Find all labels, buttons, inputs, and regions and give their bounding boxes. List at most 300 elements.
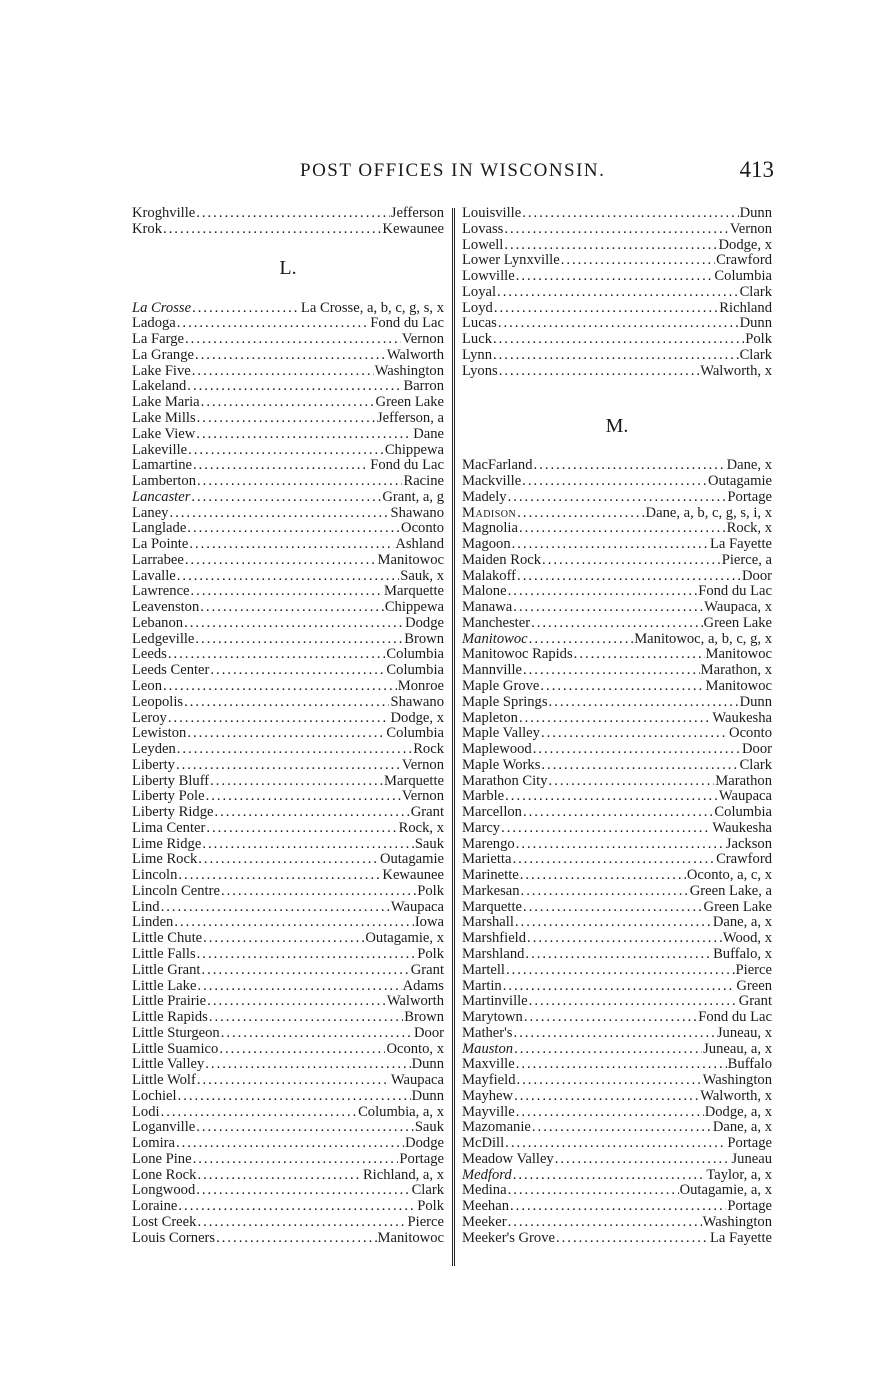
dot-leader bbox=[522, 206, 738, 222]
dot-leader bbox=[503, 979, 736, 995]
post-office-entry bbox=[462, 931, 772, 947]
post-office-name: La Grange bbox=[132, 347, 194, 363]
post-office-name: Lima Center bbox=[132, 820, 206, 836]
post-office-entry bbox=[132, 931, 444, 947]
county-name: Door bbox=[742, 742, 772, 758]
dot-leader bbox=[516, 269, 714, 285]
post-office-entry bbox=[132, 837, 444, 853]
post-office-entry bbox=[462, 1183, 772, 1199]
dot-leader bbox=[176, 1136, 404, 1152]
dot-leader bbox=[210, 774, 383, 790]
post-office-entry bbox=[132, 900, 444, 916]
county-name: La Crosse, a, b, c, g, s, x bbox=[300, 300, 444, 316]
county-name: Columbia bbox=[386, 726, 444, 742]
county-name: Brown bbox=[404, 631, 444, 647]
post-office-name: Lynn bbox=[462, 347, 492, 363]
dot-leader bbox=[498, 316, 739, 332]
post-office-name: Maple Valley bbox=[462, 726, 540, 742]
dot-leader bbox=[197, 474, 402, 490]
post-office-name: Loganville bbox=[132, 1120, 196, 1136]
county-name: Waukesha bbox=[712, 710, 772, 726]
dot-leader bbox=[209, 1010, 403, 1026]
post-office-entry bbox=[132, 1073, 444, 1089]
dot-leader bbox=[195, 632, 403, 648]
post-office-entry bbox=[462, 1199, 772, 1215]
post-office-entry bbox=[462, 821, 772, 837]
county-name: Juneau, x bbox=[716, 1025, 772, 1041]
dot-leader bbox=[176, 758, 401, 774]
county-name: Sauk bbox=[414, 836, 444, 852]
dot-leader bbox=[197, 1073, 390, 1089]
dot-leader bbox=[514, 1042, 702, 1058]
post-office-name: Marshfield bbox=[462, 931, 527, 947]
post-office-entry bbox=[132, 774, 444, 790]
county-name: Clark bbox=[739, 757, 772, 773]
county-name: Manitowoc bbox=[377, 552, 444, 568]
county-name: Dodge, x bbox=[390, 710, 444, 726]
post-office-entry bbox=[462, 726, 772, 742]
dot-leader bbox=[504, 238, 717, 254]
post-office-name: Leavenston bbox=[132, 600, 200, 616]
post-office-entry bbox=[462, 1215, 772, 1231]
post-office-name: Kroghville bbox=[132, 206, 196, 221]
post-office-entry bbox=[462, 1010, 772, 1026]
dot-leader bbox=[508, 1183, 679, 1199]
post-office-name: Malakoff bbox=[462, 568, 517, 584]
county-name: Waupaca bbox=[390, 1073, 444, 1089]
left-column bbox=[132, 206, 444, 1247]
post-office-name: Leopolis bbox=[132, 694, 184, 710]
post-office-entry bbox=[132, 1010, 444, 1026]
county-name: Polk bbox=[745, 332, 772, 348]
dot-leader bbox=[202, 963, 410, 979]
county-name: Dane bbox=[413, 426, 444, 442]
county-name: Clark bbox=[411, 1183, 444, 1199]
post-office-entry bbox=[462, 553, 772, 569]
county-name: Dane, a, x bbox=[712, 1120, 772, 1136]
post-office-entry bbox=[462, 206, 772, 222]
dot-leader bbox=[207, 994, 386, 1010]
post-office-name: MacFarland bbox=[462, 458, 533, 474]
dot-leader bbox=[185, 332, 401, 348]
post-office-name: Maple Grove bbox=[462, 678, 540, 694]
post-office-entry bbox=[132, 805, 444, 821]
post-office-name: Mackville bbox=[462, 474, 522, 490]
county-name: Crawford bbox=[716, 253, 772, 269]
post-office-name: Marshland bbox=[462, 947, 525, 962]
county-name: Dunn bbox=[411, 1057, 444, 1073]
post-office-entry bbox=[462, 1231, 772, 1247]
dot-leader bbox=[184, 695, 389, 711]
post-office-name: Lime Ridge bbox=[132, 836, 202, 852]
county-name: Washington bbox=[374, 363, 444, 379]
dot-leader bbox=[216, 1231, 376, 1247]
dot-leader bbox=[493, 348, 739, 364]
post-office-name: Marytown bbox=[462, 1010, 523, 1026]
dot-leader bbox=[510, 1199, 726, 1215]
post-office-entry bbox=[132, 553, 444, 569]
dot-leader bbox=[513, 1026, 715, 1042]
post-office-name: Manchester bbox=[462, 615, 531, 631]
dot-leader bbox=[494, 301, 718, 317]
dot-leader bbox=[517, 569, 741, 585]
post-office-name: Larrabee bbox=[132, 552, 184, 568]
county-name: La Fayette bbox=[710, 1230, 772, 1246]
post-office-entry bbox=[132, 379, 444, 395]
dot-leader bbox=[520, 868, 686, 884]
county-name: Grant bbox=[410, 962, 444, 978]
county-name: Dodge bbox=[405, 1136, 444, 1152]
post-office-entry bbox=[132, 458, 444, 474]
post-office-name: Manitowoc Rapids bbox=[462, 647, 573, 663]
post-office-name: Meeker's Grove bbox=[462, 1230, 555, 1246]
post-office-entry bbox=[132, 569, 444, 585]
county-name: Juneau, a, x bbox=[703, 1041, 772, 1057]
county-name: Jefferson, a bbox=[377, 410, 444, 426]
county-name: Wood, x bbox=[722, 931, 772, 947]
post-office-entry bbox=[132, 1168, 444, 1184]
post-office-name: La Crosse bbox=[132, 300, 192, 316]
county-name: Waupaca, x bbox=[704, 600, 772, 616]
post-office-name: Marcy bbox=[462, 820, 501, 836]
post-office-name: Lewiston bbox=[132, 726, 187, 742]
county-name: Chippewa bbox=[384, 600, 444, 616]
post-office-entry bbox=[132, 443, 444, 459]
post-office-entry bbox=[462, 695, 772, 711]
post-office-name: Maxville bbox=[462, 1057, 515, 1073]
county-name: Washington bbox=[702, 1073, 772, 1089]
county-name: Polk bbox=[417, 1199, 444, 1215]
post-office-name: Lower Lynxville bbox=[462, 253, 560, 269]
post-office-entry bbox=[462, 774, 772, 790]
county-name: Walworth, x bbox=[700, 1088, 772, 1104]
post-office-name: Lomira bbox=[132, 1136, 175, 1152]
county-name: Dunn bbox=[739, 694, 772, 710]
post-office-entry bbox=[462, 632, 772, 648]
post-office-entry bbox=[132, 1026, 444, 1042]
post-office-name: Lone Pine bbox=[132, 1151, 192, 1167]
post-office-entry bbox=[462, 490, 772, 506]
post-office-entry bbox=[132, 821, 444, 837]
county-name: Ashland bbox=[395, 537, 444, 553]
county-name: Green Lake bbox=[703, 615, 772, 631]
page-number: 413 bbox=[739, 157, 774, 182]
dot-leader bbox=[505, 1136, 726, 1152]
dot-leader bbox=[214, 805, 409, 821]
post-office-name: Liberty Pole bbox=[132, 789, 205, 805]
dot-leader bbox=[201, 395, 375, 411]
post-office-entry bbox=[462, 1042, 772, 1058]
post-office-name: Martell bbox=[462, 962, 505, 978]
post-office-entry bbox=[462, 364, 772, 380]
dot-leader bbox=[187, 726, 385, 742]
county-name: Columbia bbox=[386, 647, 444, 663]
post-office-entry bbox=[132, 1089, 444, 1105]
post-office-name: Malone bbox=[462, 584, 507, 600]
spacer bbox=[462, 395, 772, 411]
post-office-entry bbox=[132, 1120, 444, 1136]
dot-leader bbox=[534, 458, 726, 474]
post-office-entry bbox=[462, 316, 772, 332]
post-office-name: Lavalle bbox=[132, 568, 176, 584]
post-office-name: Marietta bbox=[462, 852, 512, 868]
dot-leader bbox=[516, 1057, 727, 1073]
dot-leader bbox=[506, 963, 735, 979]
post-office-name: Little Falls bbox=[132, 947, 196, 962]
county-name: Fond du Lac bbox=[698, 584, 772, 600]
dot-leader bbox=[517, 506, 644, 522]
post-office-entry bbox=[462, 222, 772, 238]
dot-leader bbox=[513, 600, 703, 616]
post-office-name: Maiden Rock bbox=[462, 552, 542, 568]
dot-leader bbox=[196, 1183, 410, 1199]
county-name: Dunn bbox=[739, 316, 772, 332]
post-office-entry bbox=[132, 1057, 444, 1073]
dot-leader bbox=[508, 1215, 702, 1231]
dot-leader bbox=[197, 411, 376, 427]
post-office-name: Leroy bbox=[132, 710, 167, 726]
dot-leader bbox=[178, 1199, 416, 1215]
dot-leader bbox=[512, 537, 709, 553]
county-name: Shawano bbox=[390, 694, 444, 710]
county-name: Fond du Lac bbox=[370, 316, 444, 332]
post-office-name: Krok bbox=[132, 221, 162, 237]
post-office-name: Lebanon bbox=[132, 615, 184, 631]
county-name: Pierce, a bbox=[721, 552, 772, 568]
county-name: Marathon, x bbox=[700, 663, 772, 679]
post-office-entry bbox=[132, 758, 444, 774]
post-office-name: Magoon bbox=[462, 537, 511, 553]
dot-leader bbox=[524, 1010, 697, 1026]
county-name: Manitowoc, a, b, c, g, x bbox=[634, 631, 772, 647]
county-name: Manitowoc bbox=[377, 1230, 444, 1246]
post-office-name: Martin bbox=[462, 978, 502, 994]
county-name: Vernon bbox=[401, 757, 444, 773]
county-name: Dane, x bbox=[726, 458, 772, 474]
post-office-name: Mayville bbox=[462, 1104, 515, 1120]
dot-leader bbox=[196, 427, 412, 443]
post-office-name: Magnolia bbox=[462, 521, 518, 537]
county-name: Fond du Lac bbox=[698, 1010, 772, 1026]
county-name: La Fayette bbox=[710, 537, 772, 553]
dot-leader bbox=[515, 915, 712, 931]
dot-leader bbox=[501, 821, 711, 837]
county-name: Outagamie, a, x bbox=[679, 1183, 772, 1199]
post-office-entry bbox=[462, 852, 772, 868]
post-office-name: Leyden bbox=[132, 742, 176, 758]
post-office-name: Leeds bbox=[132, 647, 167, 663]
post-office-entry bbox=[462, 1152, 772, 1168]
county-name: Barron bbox=[403, 379, 444, 395]
county-name: Sauk, x bbox=[400, 568, 444, 584]
dot-leader bbox=[541, 758, 738, 774]
post-office-name: Mapleton bbox=[462, 710, 518, 726]
dot-leader bbox=[221, 884, 416, 900]
county-name: Jefferson bbox=[390, 206, 444, 221]
county-name: Iowa bbox=[414, 915, 444, 931]
post-office-entry bbox=[132, 915, 444, 931]
dot-leader bbox=[184, 616, 404, 632]
post-office-entry bbox=[132, 789, 444, 805]
dot-leader bbox=[522, 474, 707, 490]
dot-leader bbox=[196, 1120, 414, 1136]
county-name: Shawano bbox=[390, 505, 444, 521]
dot-leader bbox=[532, 1120, 712, 1136]
post-office-entry bbox=[462, 616, 772, 632]
post-office-entry bbox=[462, 1026, 772, 1042]
county-name: Columbia bbox=[714, 805, 772, 821]
post-office-name: Lakeville bbox=[132, 442, 188, 458]
county-name: Richland, a, x bbox=[362, 1167, 444, 1183]
county-name: Waupaca bbox=[718, 789, 772, 805]
post-office-entry bbox=[132, 1231, 444, 1247]
county-name: Portage bbox=[727, 1199, 772, 1215]
county-name: Dane, a, b, c, g, s, i, x bbox=[645, 505, 772, 521]
post-office-entry bbox=[132, 222, 444, 238]
post-office-name: Marcellon bbox=[462, 805, 522, 821]
county-name: Rock bbox=[413, 742, 444, 758]
dot-leader bbox=[521, 884, 689, 900]
post-office-name: Lakeland bbox=[132, 379, 187, 395]
county-name: Columbia, a, x bbox=[358, 1104, 444, 1120]
post-office-entry bbox=[132, 301, 444, 317]
county-name: Walworth bbox=[386, 347, 444, 363]
dot-leader bbox=[517, 1073, 702, 1089]
post-office-entry bbox=[462, 758, 772, 774]
county-name: Dunn bbox=[739, 206, 772, 221]
dot-leader bbox=[177, 316, 369, 332]
post-office-entry bbox=[462, 900, 772, 916]
post-office-name: Loyd bbox=[462, 300, 493, 316]
county-name: Washington bbox=[702, 1215, 772, 1231]
dot-leader bbox=[177, 569, 399, 585]
post-office-name: Loraine bbox=[132, 1199, 178, 1215]
dot-leader bbox=[529, 994, 738, 1010]
dot-leader bbox=[197, 1215, 406, 1231]
post-office-entry bbox=[132, 695, 444, 711]
dot-leader bbox=[574, 647, 705, 663]
post-office-entry bbox=[462, 742, 772, 758]
post-office-entry bbox=[132, 632, 444, 648]
post-office-entry bbox=[462, 269, 772, 285]
county-name: Columbia bbox=[386, 663, 444, 679]
county-name: Kewaunee bbox=[382, 868, 444, 884]
post-office-name: Maplewood bbox=[462, 742, 532, 758]
county-name: Dodge, a, x bbox=[704, 1104, 772, 1120]
dot-leader bbox=[206, 789, 401, 805]
post-office-entry bbox=[462, 647, 772, 663]
post-office-name: Ledgeville bbox=[132, 631, 195, 647]
post-office-entry bbox=[462, 332, 772, 348]
post-office-entry bbox=[132, 868, 444, 884]
post-office-name: Lowell bbox=[462, 237, 504, 253]
county-name: Marathon bbox=[715, 773, 772, 789]
dot-leader bbox=[174, 915, 413, 931]
post-office-entry bbox=[132, 1152, 444, 1168]
dot-leader bbox=[523, 805, 713, 821]
dot-leader bbox=[514, 1089, 699, 1105]
county-name: Door bbox=[414, 1025, 444, 1041]
post-office-entry bbox=[462, 979, 772, 995]
dot-leader bbox=[192, 364, 374, 380]
post-office-entry bbox=[462, 584, 772, 600]
post-office-entry bbox=[462, 238, 772, 254]
post-office-name: Lake Maria bbox=[132, 395, 200, 411]
post-office-name: McDill bbox=[462, 1136, 505, 1152]
county-name: Door bbox=[742, 568, 772, 584]
dot-leader bbox=[178, 868, 381, 884]
post-office-entry bbox=[132, 1136, 444, 1152]
post-office-entry bbox=[462, 1089, 772, 1105]
post-office-entry bbox=[462, 474, 772, 490]
post-office-entry bbox=[462, 1057, 772, 1073]
post-office-name: Liberty bbox=[132, 757, 175, 773]
post-office-entry bbox=[132, 332, 444, 348]
county-name: Marquette bbox=[384, 584, 444, 600]
post-office-name: Medford bbox=[462, 1167, 512, 1183]
post-office-entry bbox=[132, 711, 444, 727]
post-office-entry bbox=[132, 1199, 444, 1215]
dot-leader bbox=[169, 506, 389, 522]
post-office-name: Lochiel bbox=[132, 1088, 177, 1104]
post-office-name: Louisville bbox=[462, 206, 522, 221]
dot-leader bbox=[533, 742, 741, 758]
post-office-name: Meehan bbox=[462, 1199, 510, 1215]
county-name: Columbia bbox=[714, 269, 772, 285]
dot-leader bbox=[177, 742, 412, 758]
post-office-name: Mazomanie bbox=[462, 1120, 531, 1136]
dot-leader bbox=[191, 584, 383, 600]
post-office-name: Lucas bbox=[462, 316, 497, 332]
post-office-entry bbox=[462, 947, 772, 963]
dot-leader bbox=[192, 301, 300, 317]
dot-leader bbox=[549, 695, 739, 711]
post-office-entry bbox=[462, 711, 772, 727]
post-office-name: Lancaster bbox=[132, 489, 191, 505]
post-office-name: Langlade bbox=[132, 521, 187, 537]
post-office-entry bbox=[462, 1136, 772, 1152]
post-office-entry bbox=[132, 506, 444, 522]
county-name: Oconto bbox=[401, 521, 444, 537]
post-office-entry bbox=[132, 852, 444, 868]
county-name: Manitowoc bbox=[705, 678, 772, 694]
spacer bbox=[132, 238, 444, 254]
dot-leader bbox=[198, 852, 379, 868]
post-office-name: Loyal bbox=[462, 284, 497, 300]
post-office-name: Linden bbox=[132, 915, 174, 931]
post-office-name: Little Valley bbox=[132, 1057, 205, 1073]
county-name: Waupaca bbox=[390, 899, 444, 915]
dot-leader bbox=[206, 821, 397, 837]
county-name: Oconto, a, c, x bbox=[686, 868, 772, 884]
post-office-entry bbox=[132, 427, 444, 443]
dot-leader bbox=[219, 1042, 385, 1058]
post-office-name: Liberty Ridge bbox=[132, 805, 214, 821]
county-name: Rock, x bbox=[726, 521, 772, 537]
dot-leader bbox=[168, 647, 386, 663]
dot-leader bbox=[512, 852, 715, 868]
dot-leader bbox=[193, 1152, 399, 1168]
county-name: Buffalo bbox=[727, 1057, 772, 1073]
dot-leader bbox=[556, 1231, 709, 1247]
post-office-entry bbox=[132, 1042, 444, 1058]
county-name: Chippewa bbox=[384, 442, 444, 458]
county-name: Monroe bbox=[397, 678, 444, 694]
post-office-entry bbox=[132, 884, 444, 900]
spacer bbox=[462, 443, 772, 459]
dot-leader bbox=[163, 679, 397, 695]
county-name: Clark bbox=[739, 347, 772, 363]
